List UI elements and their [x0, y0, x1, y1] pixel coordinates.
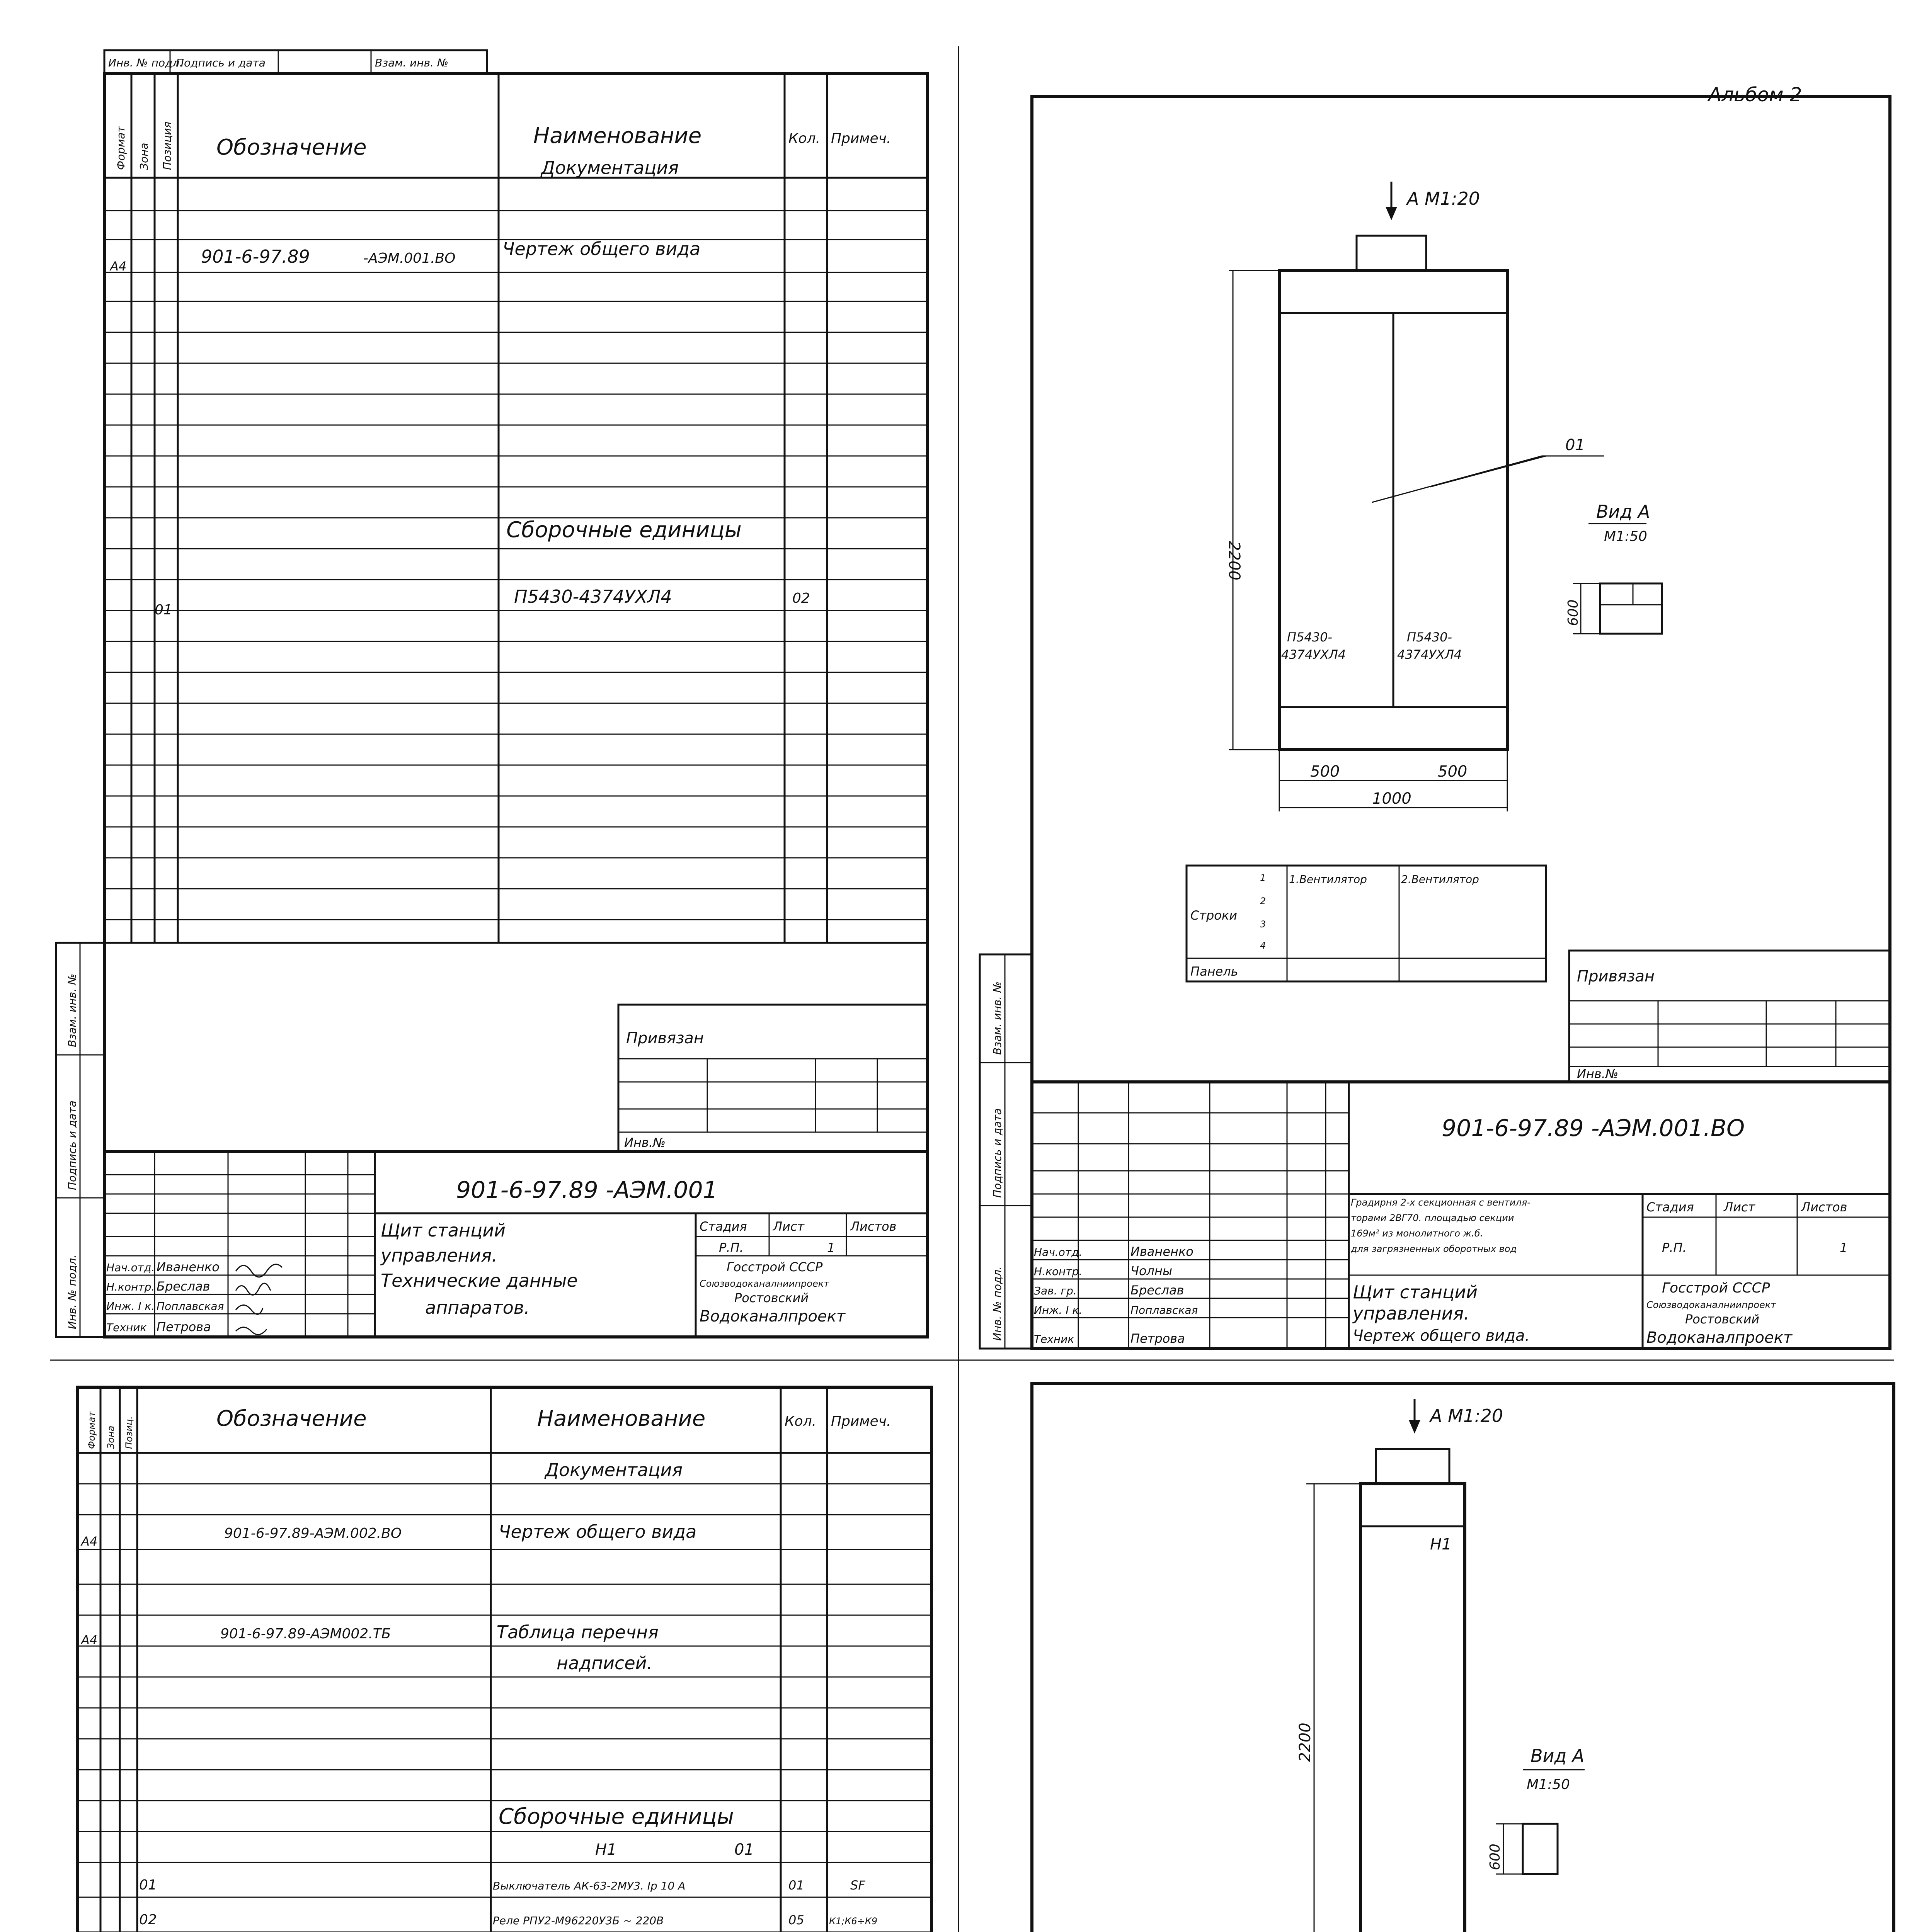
s2-tb-name-1: Иваненко — [1130, 1244, 1193, 1259]
s3-assembly-list — [139, 1877, 909, 1932]
tb-role-3: Инж. I к. — [106, 1300, 155, 1313]
tb-title-1: Щит станций — [381, 1220, 506, 1241]
stamp-inv-label: Инв. № подл. — [108, 56, 183, 69]
s3-row1-name: Чертеж общего вида — [499, 1521, 697, 1542]
s2-tb-role-2: Н.контр. — [1034, 1265, 1083, 1278]
col-qty: Кол. — [788, 131, 821, 146]
row1-name: Чертеж общего вида — [502, 238, 701, 259]
s2-tb-name-4: Поплавская — [1130, 1304, 1198, 1316]
sheet-2 — [980, 97, 1890, 1349]
stamp-replace-label: Взам. инв. № — [375, 56, 449, 69]
s3-a2-name: Реле РПУ2-М96220У3Б ~ 220В — [493, 1914, 664, 1927]
col-zone: Зона — [138, 143, 150, 170]
s3-col-qty: Кол. — [785, 1413, 817, 1429]
s3-row2-name: Таблица перечня — [497, 1622, 659, 1643]
tb-role-2: Н.контр. — [106, 1281, 155, 1293]
s3-section-assembly: Сборочные единицы — [499, 1804, 734, 1829]
s3-col-zone: Зона — [106, 1425, 116, 1449]
s3-col-name: Наименование — [537, 1406, 706, 1431]
s3-assembly-h1: Н1 — [595, 1841, 617, 1859]
tb-name-2: Бреслав — [157, 1279, 210, 1294]
s2-tb-code: 901-6-97.89 -АЭМ.001.ВО — [1442, 1115, 1745, 1142]
section-assembly: Сборочные единицы — [506, 517, 742, 543]
s2-dim-w2: 500 — [1438, 763, 1468, 781]
tb-title-4: аппаратов. — [425, 1297, 530, 1318]
s2-tb-org4: Водоканалпроект — [1646, 1329, 1793, 1347]
s2-tb-role-3: Зав. гр. — [1034, 1284, 1077, 1297]
tb-org1: Госстрой СССР — [727, 1260, 823, 1274]
s3-a1-pos: 01 — [139, 1877, 157, 1893]
inv-label: Инв.№ — [624, 1135, 666, 1150]
tb-name-1: Иваненко — [157, 1260, 220, 1274]
s3-row2-format: А4 — [81, 1633, 98, 1647]
s2-tb-title-1: Щит станций — [1353, 1282, 1478, 1303]
tb-sheet-label: Лист — [773, 1219, 805, 1234]
s3-a1-name: Выключатель АК-63-2МУ3. Iр 10 А — [493, 1879, 686, 1892]
s2-col2: 2.Вентилятор — [1401, 873, 1479, 886]
s3-section-docs: Документация — [545, 1459, 683, 1480]
s3-row2-designation: 901-6-97.89-АЭМ002.ТБ — [220, 1626, 391, 1642]
s2-panel2-l2: 4374УХЛ4 — [1397, 647, 1462, 662]
s4-vid-label: Вид А — [1531, 1745, 1585, 1766]
section-docs: Документация — [541, 157, 679, 178]
s2-tb-name-2: Чолны — [1130, 1264, 1173, 1278]
s2-tb-name-5: Петрова — [1130, 1331, 1185, 1346]
s3-col-designation: Обозначение — [216, 1406, 367, 1431]
s4-view-label: А М1:20 — [1430, 1405, 1503, 1426]
tb-role-4: Техник — [106, 1321, 147, 1334]
col-position: Позиция — [161, 121, 174, 170]
s2-panel2-l1: П5430- — [1407, 630, 1452, 645]
s2-tb-desc-2: торами 2ВГ70. площадью секции — [1351, 1213, 1514, 1223]
s2-tb-role-4: Инж. I к. — [1034, 1304, 1083, 1316]
s3-col-note: Примеч. — [831, 1413, 891, 1429]
tb-title-2: управления. — [381, 1245, 497, 1266]
s2-row-2: 2 — [1260, 896, 1266, 906]
tb-role-1: Нач.отд. — [106, 1261, 155, 1274]
s2-privyazan-label: Привязан — [1577, 968, 1655, 985]
s2-tb-stage-label: Стадия — [1646, 1200, 1694, 1214]
s2-dim-height: 2200 — [1225, 541, 1243, 580]
s2-tb-title-2: управления. — [1353, 1303, 1469, 1324]
s2-strip-inv-label: Инв. № подл. — [991, 1266, 1004, 1341]
strip-inv-label: Инв. № подл. — [66, 1254, 78, 1329]
tb-code: 901-6-97.89 -АЭМ.001 — [456, 1177, 718, 1204]
privyazan-label: Привязан — [626, 1029, 704, 1047]
tb-sheets-label: Листов — [850, 1219, 897, 1234]
tb-name-3: Поплавская — [157, 1300, 224, 1313]
s3-a2-qty: 05 — [788, 1913, 804, 1927]
col-name: Наименование — [533, 123, 702, 148]
strip-sign-label: Подпись и дата — [66, 1100, 78, 1190]
assembly1-qty: 02 — [792, 590, 810, 606]
col-designation: Обозначение — [216, 135, 367, 160]
s2-tb-sheets: 1 — [1840, 1240, 1848, 1255]
s4-vid-scale: М1:50 — [1527, 1777, 1570, 1793]
s2-tb-desc-3: 169м² из монолитного ж.б. — [1351, 1228, 1483, 1239]
s2-tb-desc-4: для загрязненных оборотных вод — [1351, 1243, 1517, 1254]
s2-row-4: 4 — [1260, 940, 1266, 951]
s2-rows-label: Строки — [1190, 908, 1237, 923]
sheet-4 — [980, 1383, 1894, 1932]
s2-tb-name-3: Бреслав — [1130, 1283, 1184, 1298]
s3-col-format: Формат — [86, 1411, 97, 1449]
s4-vid-dim: 600 — [1487, 1844, 1503, 1870]
s3-row1-designation: 901-6-97.89-АЭМ.002.ВО — [224, 1526, 402, 1541]
tb-org2: Союзводоканалниипроект — [700, 1278, 829, 1289]
s4-dim-height: 2200 — [1296, 1723, 1314, 1762]
s3-row1-format: А4 — [81, 1534, 98, 1549]
col-note: Примеч. — [831, 131, 891, 146]
s3-a2-pos: 02 — [139, 1912, 157, 1928]
s2-row-1: 1 — [1260, 872, 1266, 883]
tb-org4: Водоканалпроект — [700, 1308, 846, 1325]
s2-col1: 1.Вентилятор — [1289, 873, 1367, 886]
s3-assembly-o1: 01 — [734, 1841, 754, 1859]
s2-tb-stage: Р.П. — [1662, 1240, 1687, 1255]
s3-col-position: Позиц. — [124, 1416, 134, 1449]
tb-org3: Ростовский — [734, 1291, 809, 1305]
album-label: Альбом 2 — [1708, 83, 1802, 106]
s2-panel1-l1: П5430- — [1287, 630, 1333, 645]
s2-tb-role-1: Нач.отд. — [1034, 1246, 1083, 1259]
stamp-sign-label: Подпись и дата — [176, 56, 266, 69]
s4-panel-label: Н1 — [1430, 1536, 1452, 1553]
s3-a1-qty: 01 — [788, 1878, 804, 1893]
s2-tb-sheet-label: Лист — [1724, 1200, 1755, 1214]
s3-a2-note: К1;К6÷К9 — [829, 1916, 878, 1927]
s2-tb-sheets-label: Листов — [1801, 1200, 1847, 1214]
tb-stage-label: Стадия — [700, 1219, 747, 1234]
col-format: Формат — [114, 126, 127, 170]
assembly1-pos: 01 — [155, 602, 172, 618]
s2-leader-label: 01 — [1565, 436, 1585, 454]
s2-panel-label: Панель — [1190, 964, 1238, 979]
s2-tb-org2: Союзводоканалниипроект — [1646, 1299, 1776, 1310]
s2-vid-label: Вид А — [1596, 501, 1650, 522]
s2-tb-role-5: Техник — [1034, 1333, 1074, 1345]
s3-row2-name2: надписей. — [557, 1653, 653, 1673]
s2-inv-label: Инв.№ — [1577, 1066, 1619, 1081]
s2-strip-sign-label: Подпись и дата — [991, 1108, 1004, 1198]
s2-tb-org1: Госстрой СССР — [1662, 1280, 1770, 1296]
s3-a1-note: SF — [850, 1878, 865, 1893]
sheet-1 — [56, 50, 928, 1337]
s2-vid-scale: М1:50 — [1604, 529, 1647, 544]
s2-view-label: А М1:20 — [1407, 188, 1480, 209]
assembly1-name: П5430-4374УХЛ4 — [514, 586, 672, 607]
s2-strip-replace-label: Взам. инв. № — [991, 981, 1004, 1055]
tb-name-4: Петрова — [157, 1320, 211, 1334]
row1-designation2: -АЭМ.001.ВО — [363, 250, 456, 266]
s2-tb-org3: Ростовский — [1685, 1312, 1760, 1327]
row1-format: А4 — [110, 259, 127, 274]
sheet-3 — [54, 1387, 931, 1932]
row1-designation: 901-6-97.89 — [201, 246, 310, 267]
s2-tb-title-3: Чертеж общего вида. — [1353, 1327, 1530, 1345]
s2-vid-dim: 600 — [1565, 599, 1581, 626]
tb-sheet: 1 — [827, 1240, 835, 1255]
s2-tb-desc-1: Градирня 2-х секционная с вентиля- — [1351, 1197, 1531, 1208]
tb-stage: Р.П. — [719, 1240, 744, 1255]
s2-panel1-l2: 4374УХЛ4 — [1281, 647, 1346, 662]
s2-row-3: 3 — [1260, 919, 1266, 930]
s2-dim-w1: 500 — [1310, 763, 1340, 781]
tb-title-3: Технические данные — [381, 1270, 578, 1291]
s2-dim-total: 1000 — [1372, 790, 1411, 808]
strip-replace-label: Взам. инв. № — [66, 973, 78, 1047]
